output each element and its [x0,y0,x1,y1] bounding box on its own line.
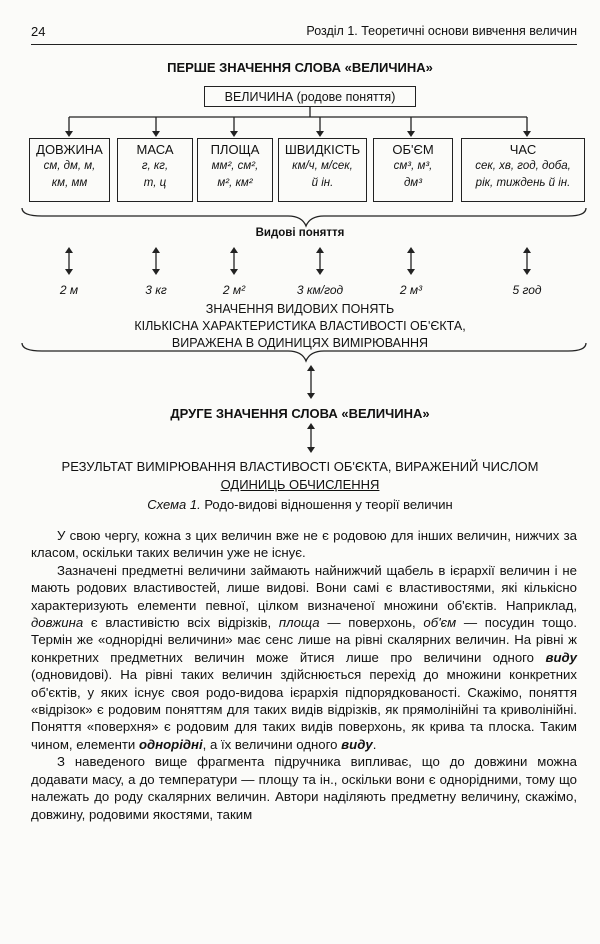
example-value: 5 год [512,283,542,297]
scheme-caption [0,497,600,512]
example-value: 2 м² [222,283,246,297]
text-run-italic: довжина [31,615,84,631]
category-units: км, мм [51,177,88,189]
category-units: т, ц [143,177,167,189]
category-time [461,138,585,202]
category-units: дм³ [403,177,423,189]
category-units: м², км² [217,177,253,189]
text-run: є властивістю всіх відрізків, [83,615,279,631]
species-concepts-label: Видові поняття [255,227,345,239]
scheme-title-second-meaning: ДРУГЕ ЗНАЧЕННЯ СЛОВА «ВЕЛИЧИНА» [170,406,430,421]
category-title: ОБ'ЄМ [392,142,434,157]
category-title: ПЛОЩА [210,142,260,157]
scheme-title-first-meaning: ПЕРШЕ ЗНАЧЕННЯ СЛОВА «ВЕЛИЧИНА» [167,60,433,75]
text-run-italic: площа [278,615,320,631]
meaning-line: ЗНАЧЕННЯ ВИДОВИХ ПОНЯТЬ [205,302,395,316]
category-title: МАСА [136,142,174,157]
example-value: 3 кг [145,283,167,297]
paragraph: У свою чергу, кожна з цих величин вже не є родовою для інших величин, нижчих за класом, оскільки таких величин уже не існує. [31,528,577,561]
category-speed [278,138,367,202]
paragraph [31,562,577,753]
result-line: РЕЗУЛЬТАТ ВИМІРЮВАННЯ ВЛАСТИВОСТІ ОБ'ЄКТА, ВИРАЖЕНИЙ ЧИСЛОМ [61,459,539,474]
category-units: см³, м³, [393,160,433,172]
text-run-bold-italic: виду [545,649,577,665]
category-title: ШВИДКІСТЬ [284,142,361,157]
category-units: рік, тиждень й ін. [475,177,571,189]
category-units: км/ч, м/сек, [292,160,353,172]
category-units: г, кг, [141,160,169,172]
running-title: Розділ 1. Теоретичні основи вивчення величин [306,24,577,38]
result-line-underlined: ОДИНИЦЬ ОБЧИСЛЕННЯ [220,477,380,492]
body-text [31,527,577,823]
caption-label: Схема 1. [147,497,201,512]
text-run: (одновидові). На рівні таких величин здійснюється перехід до множини конкретних об'єктів, у яких існує своя родо-видова ієрархія підпорядкованості. Скажімо, поняття «відрізок» є родовим поняттям для таких видів відрізків, як прямолінійні та криволінійні. Поняття «поверхня» є родовим для таких видів поверхонь, як крива та плоска. Таким чином, елементи [31,667,577,752]
result-line-wrap [0,476,600,494]
text-run: . [372,736,377,752]
category-length [29,138,110,202]
category-units: сек, хв, год, доба, [475,160,571,172]
caption-text: Родо-видові відношення у теорії величин [200,497,453,512]
page-number: 24 [31,24,46,39]
category-units: мм², см², [211,160,259,172]
category-title: ДОВЖИНА [36,142,103,157]
text-run: — посудин тощо. Термін же «однорідні величини» має сенс лише на рівні скалярних величин. На рівні ж конкретних предметних величин може йтися лише про величини одного [31,615,577,665]
example-value: 2 м³ [399,283,423,297]
paragraph: З наведеного вище фрагмента підручника випливає, що до довжини можна додавати масу, а до температури — площу та ін., оскільки вони є однорідними, тому що належать до роду скалярних величин. Автори наділяють предметну величину, скажімо, довжину, родовими якостями, таким [31,754,577,822]
category-units: см, дм, м, [43,160,96,172]
text-run-bold-italic: однорідні [138,736,203,752]
example-value: 3 км/год [296,283,344,297]
text-run: Зазначені предметні величини займають найнижчий щабель в ієрархії величин і не мають родових властивостей, лише видові. Вони самі є властивостями, які кількісно характеризують елементи певної, цілком визначеної множини об'єктів. Наприклад, [31,562,577,613]
category-mass [117,138,193,202]
meaning-line: КІЛЬКІСНА ХАРАКТЕРИСТИКА ВЛАСТИВОСТІ ОБ'ЄКТА, [134,319,466,333]
category-area [197,138,273,202]
example-value: 2 м [59,283,79,297]
meaning-line: ВИРАЖЕНА В ОДИНИЦЯХ ВИМІРЮВАННЯ [171,336,429,350]
text-run: — поверхонь, [319,615,424,631]
category-title: ЧАС [509,142,537,157]
genus-box: ВЕЛИЧИНА (родове поняття) [204,86,416,107]
category-volume [373,138,453,202]
category-units: й ін. [311,177,334,189]
text-run-bold-italic: виду [341,736,373,752]
text-run-italic: об'єм [423,615,457,631]
text-run: , а їх величини одного [202,736,342,752]
